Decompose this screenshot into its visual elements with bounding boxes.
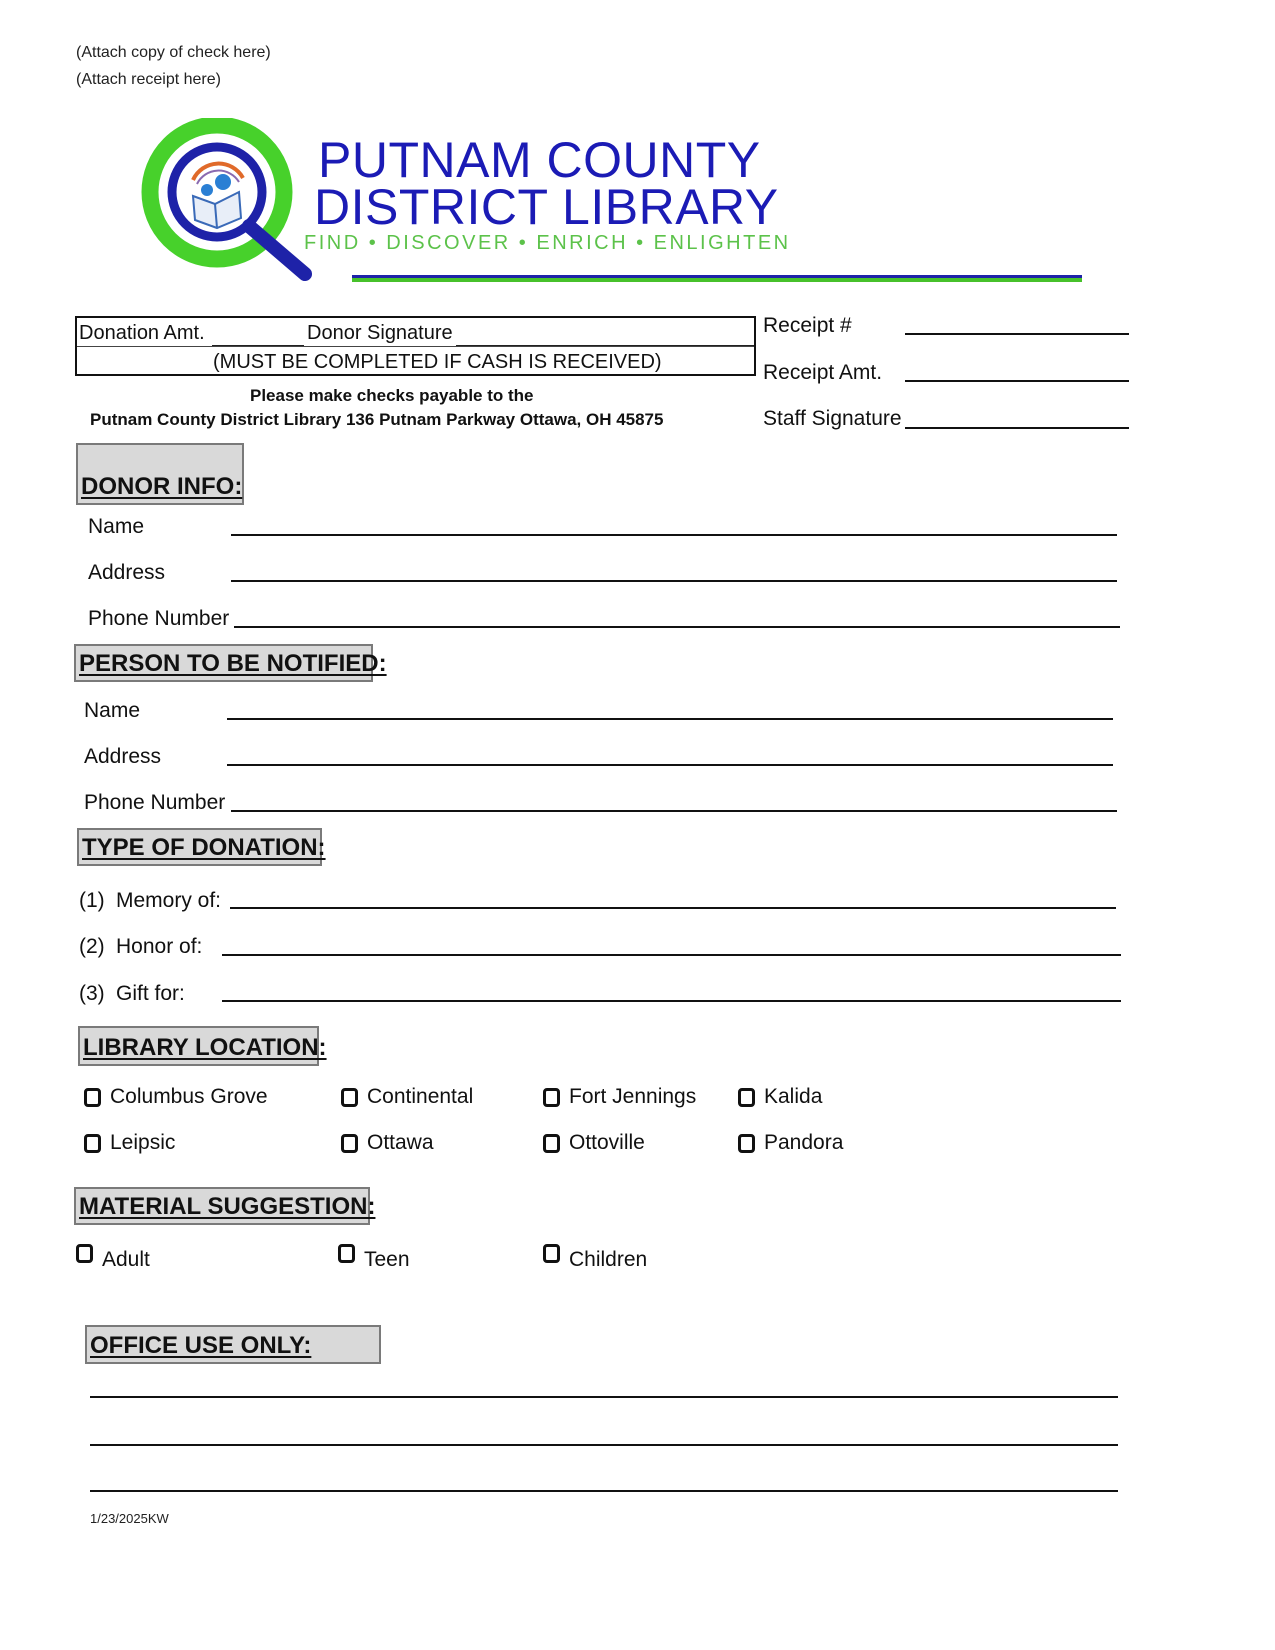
donor-phone-field[interactable] <box>234 626 1120 628</box>
location-label-leipsic: Leipsic <box>110 1131 176 1154</box>
person-notified-heading: PERSON TO BE NOTIFIED: <box>74 644 373 682</box>
staff-signature-field[interactable] <box>905 427 1129 429</box>
donor-name-label: Name <box>88 515 145 538</box>
logo-title-line2: DISTRICT LIBRARY <box>314 179 779 235</box>
donor-signature-label: Donor Signature <box>307 322 453 344</box>
payable-line1: Please make checks payable to the <box>250 386 534 405</box>
location-label-fort-jennings: Fort Jennings <box>569 1085 697 1108</box>
logo-tagline: FIND • DISCOVER • ENRICH • ENLIGHTEN <box>304 232 791 254</box>
attach-check-note: (Attach copy of check here) <box>76 44 271 61</box>
payable-address: Putnam County District Library 136 Putnam Parkway Ottawa, OH 45875 <box>90 410 664 429</box>
honor-of-num: (2) <box>79 935 105 958</box>
library-location-heading: LIBRARY LOCATION: <box>78 1026 319 1066</box>
notified-phone-label: Phone Number <box>84 791 226 814</box>
donor-address-field[interactable] <box>231 580 1117 582</box>
location-label-continental: Continental <box>367 1085 474 1108</box>
material-label-teen: Teen <box>364 1248 410 1271</box>
location-label-pandora: Pandora <box>764 1131 844 1154</box>
donor-name-field[interactable] <box>231 534 1117 536</box>
location-label-columbus-grove: Columbus Grove <box>110 1085 268 1108</box>
revision-date: 1/23/2025KW <box>90 1511 169 1526</box>
notified-name-label: Name <box>84 699 141 722</box>
notified-phone-field[interactable] <box>231 810 1117 812</box>
cash-required-note: (MUST BE COMPLETED IF CASH IS RECEIVED) <box>213 351 662 373</box>
staff-signature-label: Staff Signature <box>763 407 902 430</box>
checkbox-fort-jennings[interactable] <box>543 1088 560 1107</box>
gift-for-label: Gift for: <box>116 982 185 1005</box>
honor-of-label: Honor of: <box>116 935 203 958</box>
notified-address-label: Address <box>84 745 162 768</box>
material-label-adult: Adult <box>102 1248 150 1271</box>
receipt-number-label: Receipt # <box>763 314 852 337</box>
checkbox-children[interactable] <box>543 1244 560 1263</box>
office-use-line-3[interactable] <box>90 1490 1118 1492</box>
logo-underline-green <box>352 278 1082 282</box>
checkbox-ottawa[interactable] <box>341 1134 358 1153</box>
notified-address-field[interactable] <box>227 764 1113 766</box>
checkbox-leipsic[interactable] <box>84 1134 101 1153</box>
gift-for-field[interactable] <box>222 1000 1121 1002</box>
office-use-heading: OFFICE USE ONLY: <box>85 1325 381 1364</box>
checkbox-ottoville[interactable] <box>543 1134 560 1153</box>
checkbox-kalida[interactable] <box>738 1088 755 1107</box>
checkbox-teen[interactable] <box>338 1244 355 1263</box>
donor-info-heading: DONOR INFO: <box>76 443 244 505</box>
material-suggestion-heading: MATERIAL SUGGESTION: <box>74 1187 370 1225</box>
library-logo-icon <box>135 118 320 283</box>
material-label-children: Children <box>569 1248 648 1271</box>
office-use-line-1[interactable] <box>90 1396 1118 1398</box>
checkbox-adult[interactable] <box>76 1244 93 1263</box>
logo-title-line1: PUTNAM COUNTY <box>318 132 761 188</box>
honor-of-field[interactable] <box>222 954 1121 956</box>
checkbox-continental[interactable] <box>341 1088 358 1107</box>
checkbox-pandora[interactable] <box>738 1134 755 1153</box>
location-label-ottawa: Ottawa <box>367 1131 434 1154</box>
receipt-amt-label: Receipt Amt. <box>763 361 883 384</box>
memory-of-field[interactable] <box>230 907 1116 909</box>
receipt-amt-field[interactable] <box>905 380 1129 382</box>
location-label-ottoville: Ottoville <box>569 1131 645 1154</box>
notified-name-field[interactable] <box>227 718 1113 720</box>
donor-address-label: Address <box>88 561 166 584</box>
memory-of-label: Memory of: <box>116 889 222 912</box>
donation-type-heading: TYPE OF DONATION: <box>77 828 322 866</box>
office-use-line-2[interactable] <box>90 1444 1118 1446</box>
gift-for-num: (3) <box>79 982 105 1005</box>
attach-receipt-note: (Attach receipt here) <box>76 71 221 88</box>
checkbox-columbus-grove[interactable] <box>84 1088 101 1107</box>
receipt-number-field[interactable] <box>905 333 1129 335</box>
cash-box-divider <box>77 346 754 347</box>
donor-phone-label: Phone Number <box>88 607 230 630</box>
memory-of-num: (1) <box>79 889 105 912</box>
location-label-kalida: Kalida <box>764 1085 823 1108</box>
donation-amt-field[interactable] <box>212 345 304 346</box>
donor-signature-field[interactable] <box>456 345 754 346</box>
donation-amt-label: Donation Amt. <box>79 322 205 344</box>
